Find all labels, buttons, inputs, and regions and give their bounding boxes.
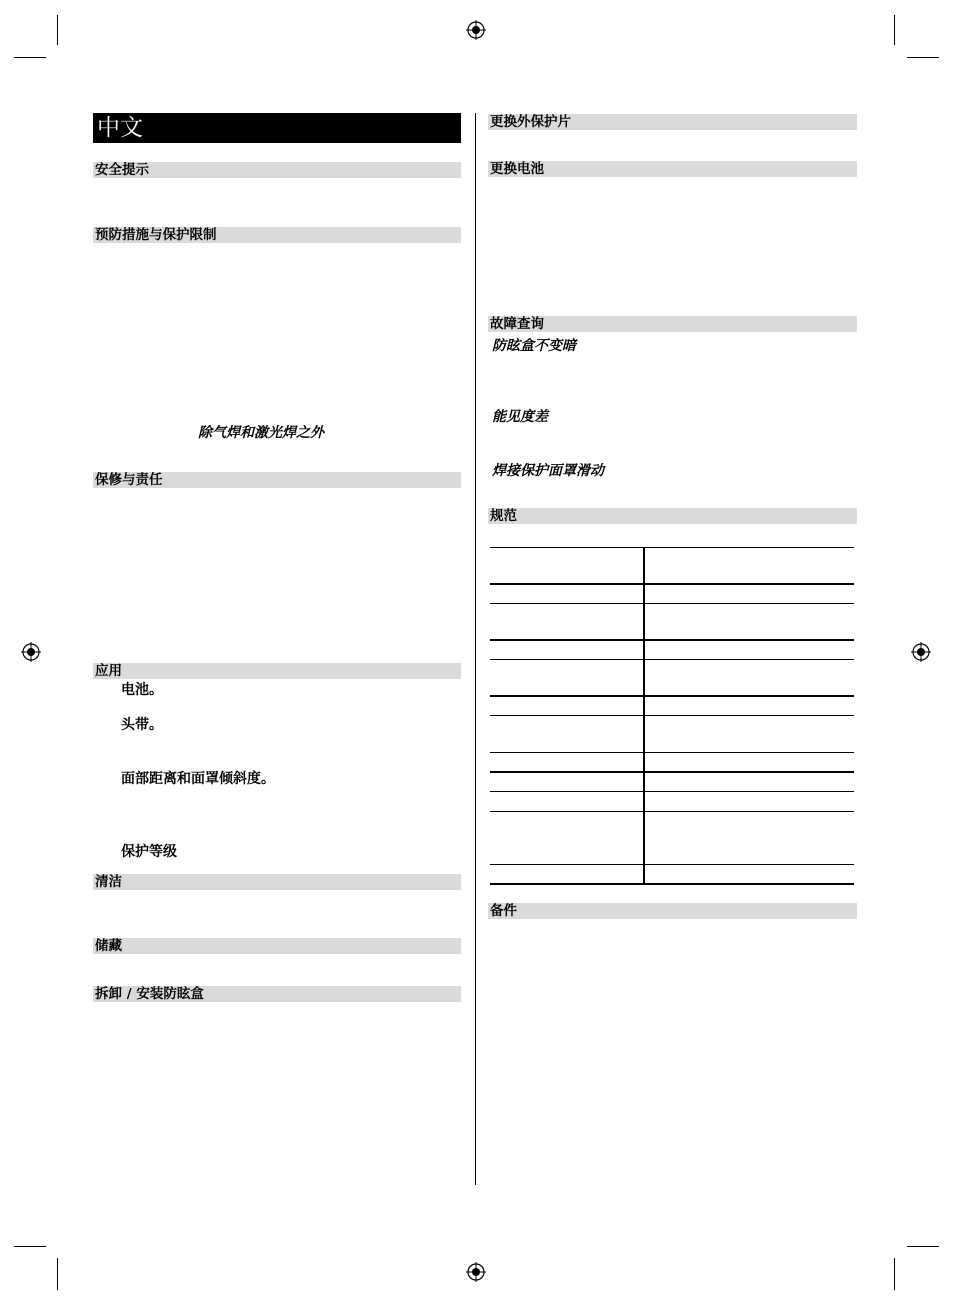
spec-table-rule [490,811,854,812]
crop-mark [894,1258,895,1290]
spec-table-rule [490,715,854,716]
section-header-application: 应用 [93,663,461,679]
section-header-precautions: 预防措施与保护限制 [93,227,461,243]
section-header-mount: 拆卸 / 安装防眩盒 [93,986,461,1002]
section-header-warranty: 保修与责任 [93,472,461,488]
spec-table-rule [490,547,854,548]
crop-mark [14,1246,46,1247]
section-header-spare-parts: 备件 [488,903,857,919]
section-header-outer-lens: 更换外保护片 [488,114,857,130]
registration-mark-icon [911,642,931,662]
application-item: 保护等级 [121,844,177,860]
application-item: 头带。 [121,717,163,733]
page-title: 中文 [97,115,143,141]
registration-mark-icon [21,642,41,662]
spec-table-rule [490,603,854,604]
application-item: 电池。 [121,682,163,698]
section-header-specs: 规范 [488,508,857,524]
section-header-safety: 安全提示 [93,162,461,178]
spec-table-column-rule [643,547,645,884]
spec-table-rule [490,583,854,585]
spec-table-rule [490,659,854,660]
troubleshooting-problem: 焊接保护面罩滑动 [492,463,604,479]
precautions-note: 除气焊和激光焊之外 [198,425,324,441]
section-header-cleaning: 清洁 [93,874,461,890]
section-header-troubleshooting: 故障查询 [488,316,857,332]
troubleshooting-problem: 防眩盒不变暗 [492,338,576,354]
crop-mark [907,1246,939,1247]
spec-table-rule [490,883,854,885]
crop-mark [907,57,939,58]
registration-mark-icon [466,20,486,40]
spec-table-rule [490,752,854,753]
crop-mark [57,1258,58,1290]
crop-mark [57,15,58,45]
section-header-storage: 储藏 [93,938,461,954]
spec-table-rule [490,771,854,773]
registration-mark-icon [466,1262,486,1282]
column-divider [475,113,476,1185]
troubleshooting-problem: 能见度差 [492,409,548,425]
spec-table-rule [490,695,854,697]
spec-table-rule [490,791,854,792]
application-item: 面部距离和面罩倾斜度。 [121,771,275,787]
section-header-battery: 更换电池 [488,161,857,177]
crop-mark [894,15,895,45]
spec-table-rule [490,864,854,865]
language-title-bar [93,113,461,143]
spec-table-rule [490,639,854,641]
crop-mark [14,57,46,58]
